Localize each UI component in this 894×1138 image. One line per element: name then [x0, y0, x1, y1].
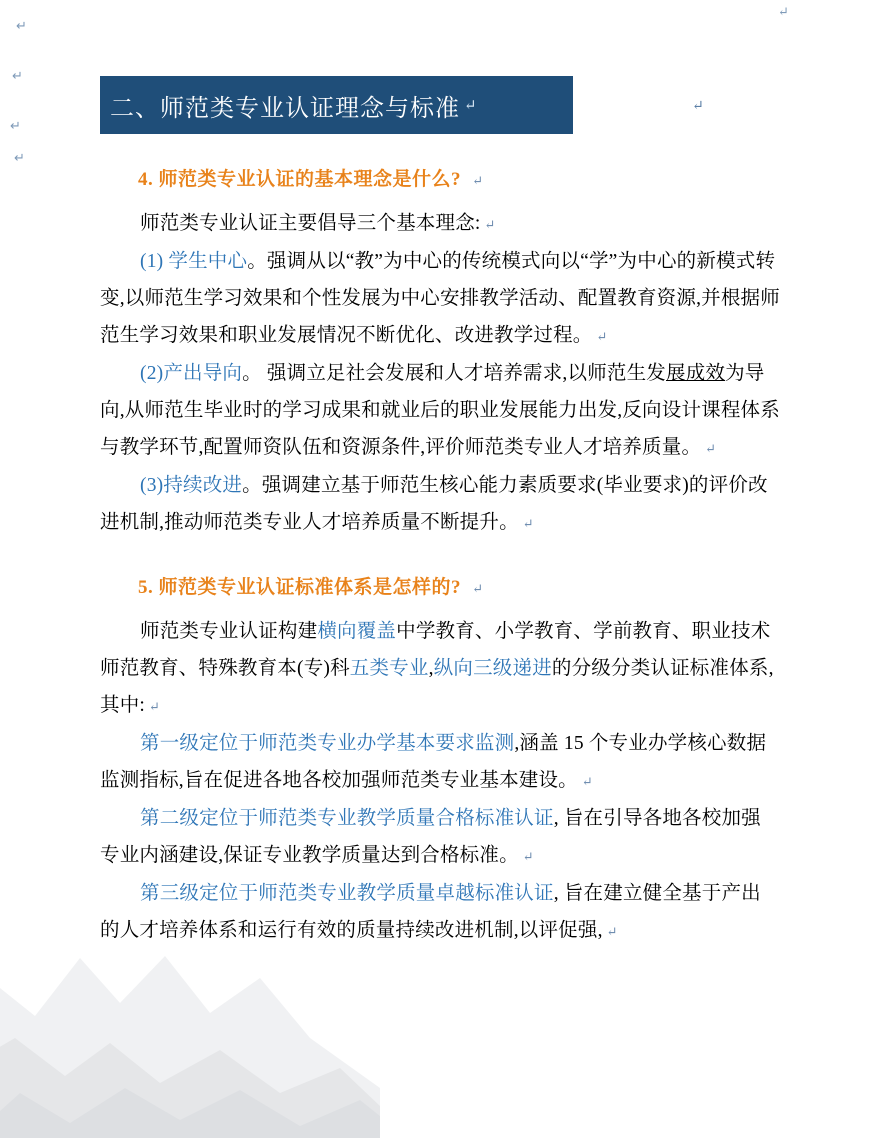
text-run-spellcheck: 为导向,从师范生毕业时的学习成果和就业后的职业发展能力出发,反向设计课程体系与教学环节,配置师资队伍和资源条件,评价师范类专业人才培养质量。 — [100, 363, 780, 458]
text-run: 。强调从以“教”为中心的传统模式向以“学”为中心的新模式转变,以师范生学习效果和个性发展为中心安排教学活动、配置教育资源,并根据师范生学习效果和职业发展情况不断优化、改进教学过程。 — [100, 251, 780, 346]
section-banner — [100, 76, 573, 134]
text-run: 的分级分类认证标准体系,其中: — [100, 658, 774, 716]
paragraph — [100, 467, 780, 542]
paragraph-mark: ↵ — [472, 173, 484, 188]
paragraph-mark: ↵ — [705, 441, 717, 456]
banner-outside-mark: ↵ — [692, 99, 704, 114]
text-run: , 旨在引导各地各校加强专业内涵建设,保证专业教学质量达到合格标准。 — [100, 808, 761, 866]
question-heading-4 — [100, 164, 780, 191]
margin-mark: ↵ — [16, 18, 27, 33]
text-run-underlined: 展成效 — [666, 363, 726, 384]
paragraph-mark: ↵ — [464, 97, 478, 114]
document-content — [100, 0, 780, 950]
paragraph — [100, 725, 780, 800]
paragraph — [100, 243, 780, 355]
paragraph — [100, 205, 780, 243]
paragraph-mark: ↵ — [522, 849, 534, 864]
paragraph-mark: ↵ — [581, 774, 593, 789]
question-heading-5-text: 5. 师范类专业认证标准体系是怎样的? — [138, 577, 462, 598]
text-run-highlight: 第一级定位于师范类专业办学基本要求监测 — [140, 733, 515, 754]
text-run-highlight: 纵向三级递进 — [433, 658, 552, 679]
text-run-highlight: 第三级定位于师范类专业教学质量卓越标准认证 — [140, 883, 554, 904]
text-run: 。 强调立足社会发展和人才培养需求,以师范生发 — [242, 363, 666, 384]
margin-mark: ↵ — [12, 68, 23, 83]
top-margin-mark: ↵ — [778, 4, 789, 19]
paragraph-mark: ↵ — [606, 924, 618, 939]
text-run-highlight: 横向覆盖 — [317, 621, 397, 642]
paragraph-mark: ↵ — [149, 699, 161, 714]
text-run-highlight: 第二级定位于师范类专业教学质量合格标准认证 — [140, 808, 554, 829]
paragraph-mark: ↵ — [472, 581, 484, 596]
margin-mark: ↵ — [10, 118, 21, 133]
paragraph — [100, 355, 780, 467]
text-run-highlight: (2)产出导向 — [140, 363, 243, 384]
text-run: 中学教育、小学教育、学前教育、职业技术师范教育、特殊教育本(专)科 — [100, 621, 771, 679]
paragraph — [100, 613, 780, 725]
section-banner-title: 二、师范类专业认证理念与标准 — [110, 95, 460, 122]
text-run-highlight: (1) 学生中心 — [140, 251, 248, 272]
margin-paragraph-marks — [8, 0, 34, 1128]
paragraph — [100, 800, 780, 875]
text-run-highlight: 五类专业 — [349, 658, 429, 679]
text-run: 。强调建立基于师范生核心能力素质要求(毕业要求)的评价改进机制,推动师范类专业人才培养质量不断提升。 — [100, 475, 768, 533]
question-heading-4-text: 4. 师范类专业认证的基本理念是什么? — [138, 169, 462, 190]
text-run-highlight: (3)持续改进 — [140, 475, 243, 496]
paragraph — [100, 875, 780, 950]
paragraph-mark: ↵ — [596, 329, 608, 344]
text-run: ,涵盖 15 个专业办学核心数据监测指标,旨在促进各地各校加强师范类专业基本建设。 — [100, 733, 767, 791]
text-run: 师范类专业认证主要倡导三个基本理念: — [140, 213, 481, 234]
text-run: 师范类专业认证构建 — [140, 621, 318, 642]
margin-mark: ↵ — [14, 150, 25, 165]
paragraph-mark: ↵ — [522, 516, 534, 531]
question-heading-5 — [100, 572, 780, 599]
text-run: , — [428, 658, 434, 679]
text-run: , 旨在建立健全基于产出的人才培养体系和运行有效的质量持续改进机制,以评促强, — [100, 883, 761, 941]
paragraph-mark: ↵ — [484, 217, 496, 232]
